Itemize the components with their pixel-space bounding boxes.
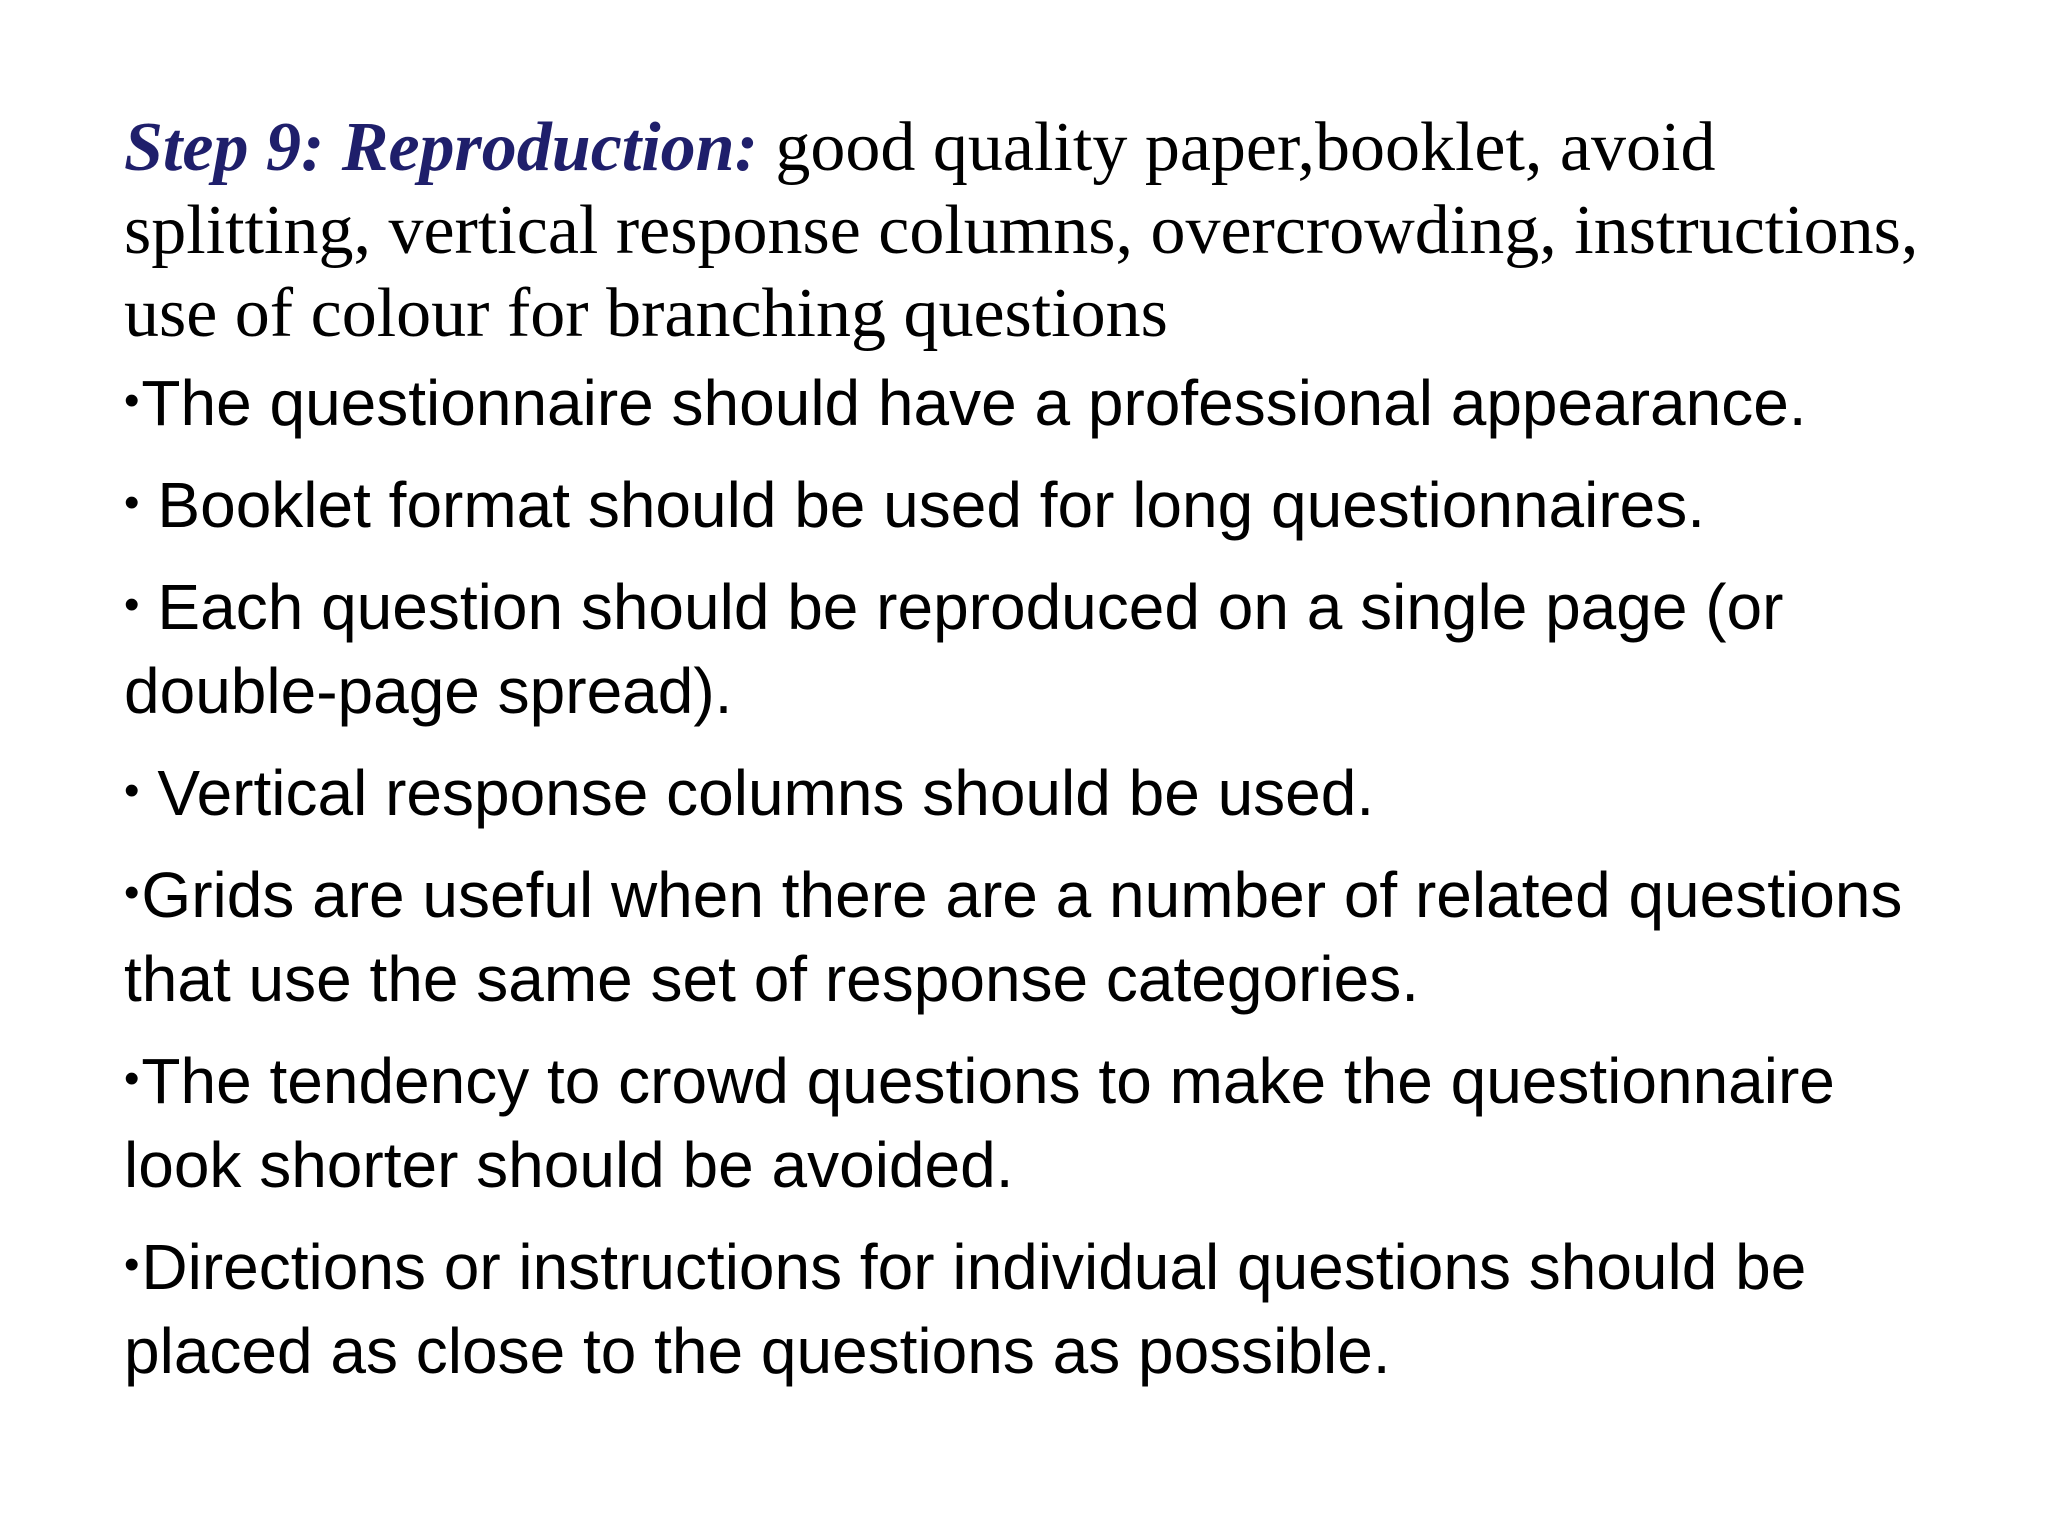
bullet-icon: • — [124, 868, 140, 917]
bullet-item-vertical-columns — [124, 749, 1954, 835]
bullet-text: The tendency to crowd questions to make the questionnaire look shorter should be avoided. — [124, 1045, 1835, 1201]
bullet-text: Directions or instructions for individual questions should be placed as close to the questions as possible. — [124, 1231, 1807, 1387]
bullet-text: Each question should be reproduced on a single page (or double-page spread). — [124, 571, 1784, 727]
slide-content — [124, 106, 1954, 1409]
bullet-item-professional-appearance — [124, 359, 1954, 445]
bullet-item-grids — [124, 851, 1954, 1021]
bullet-item-avoid-crowding — [124, 1037, 1954, 1207]
bullet-icon: • — [124, 766, 140, 815]
bullet-text: The questionnaire should have a professional appearance. — [141, 367, 1807, 439]
step-label: Step 9: Reproduction: — [124, 109, 758, 186]
bullet-item-instructions-placement — [124, 1223, 1954, 1393]
bullet-list — [124, 359, 1954, 1393]
bullet-icon: • — [124, 580, 140, 629]
bullet-icon: • — [124, 1240, 140, 1289]
step-description: good quality paper,booklet, avoid splitting, vertical response columns, overcrowding, instructions, use of colour for branching questions — [124, 109, 1919, 352]
bullet-icon: • — [124, 1054, 140, 1103]
bullet-item-booklet-format — [124, 461, 1954, 547]
bullet-item-single-page — [124, 563, 1954, 733]
step-intro — [124, 106, 1954, 355]
bullet-text: Vertical response columns should be used. — [157, 757, 1375, 829]
bullet-text: Grids are useful when there are a number of related questions that use the same set of response categories. — [124, 859, 1903, 1015]
bullet-text: Booklet format should be used for long questionnaires. — [157, 469, 1706, 541]
bullet-icon: • — [124, 376, 140, 425]
bullet-icon: • — [124, 478, 140, 527]
